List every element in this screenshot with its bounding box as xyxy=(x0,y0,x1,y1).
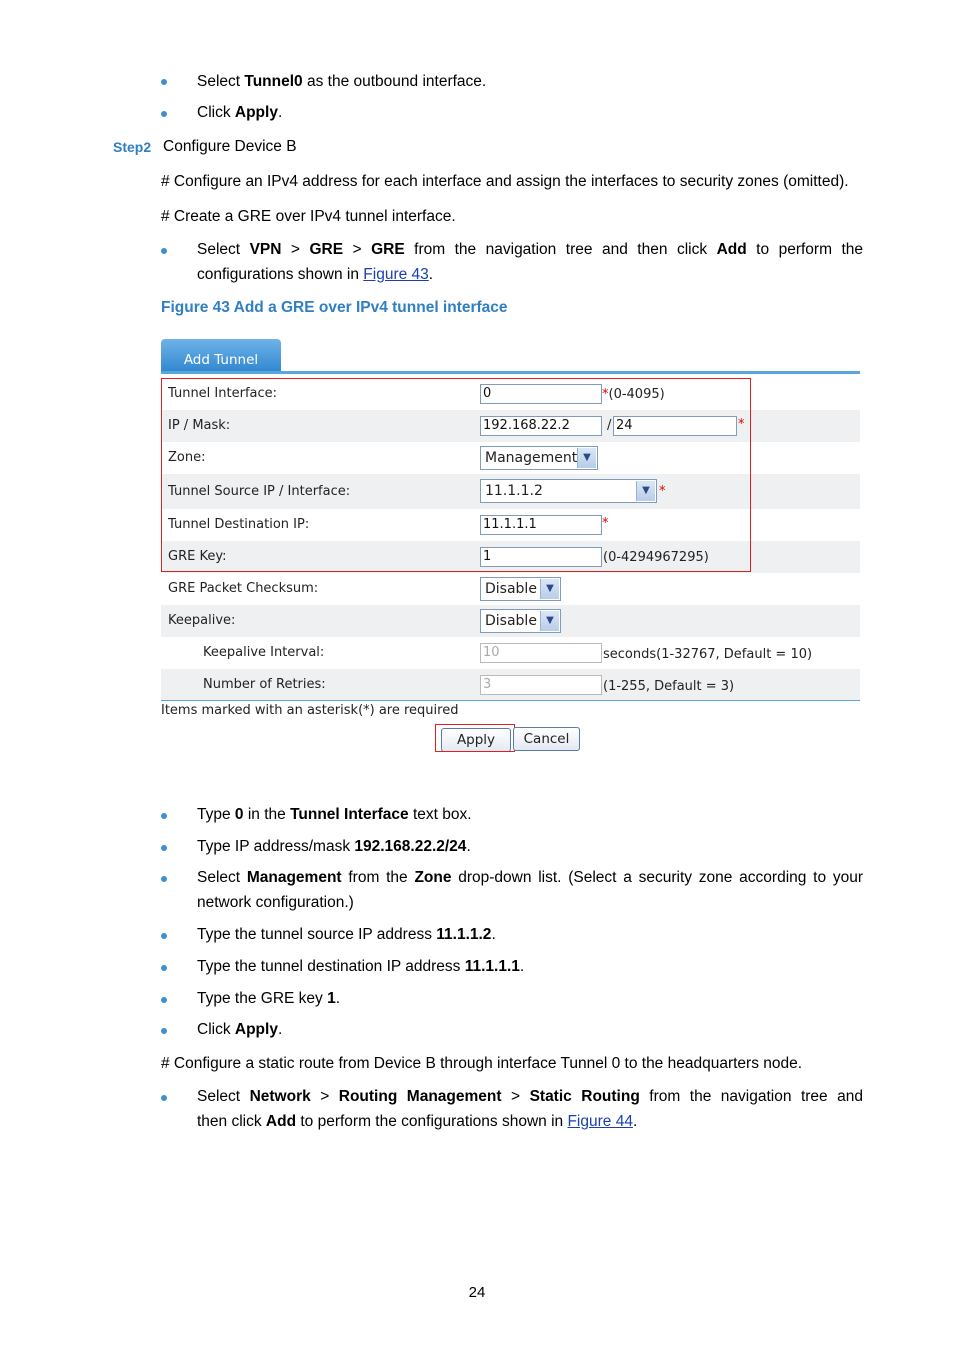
bullet-dot xyxy=(161,79,167,85)
text: Click xyxy=(197,1021,235,1038)
comment-create-gre: # Create a GRE over IPv4 tunnel interface. xyxy=(161,208,456,225)
retries-hint: (1-255, Default = 3) xyxy=(603,679,735,694)
text: > xyxy=(310,1088,339,1105)
text: > xyxy=(343,241,372,258)
bold-text: Routing Management xyxy=(338,1088,502,1105)
comment-configure-ipv4: # Configure an IPv4 address for each interface and assign the interfaces to security zones (omitted). xyxy=(161,173,849,190)
row-retries xyxy=(161,669,860,701)
text: Type the GRE key xyxy=(197,990,328,1007)
step-label: Step2 xyxy=(113,139,152,155)
text: > xyxy=(501,1088,530,1105)
apply-highlight-box xyxy=(435,724,515,752)
gre-key-input[interactable]: 1 xyxy=(480,547,602,567)
text: . xyxy=(466,838,471,855)
text: to perform the xyxy=(746,241,864,258)
step-type-destination xyxy=(197,954,863,979)
text: . xyxy=(335,990,341,1007)
bullet-nav-vpn-line2 xyxy=(197,262,863,287)
text: . xyxy=(277,1021,283,1038)
text: to perform the configurations shown in xyxy=(296,1113,568,1130)
bold-text: 11.1.1.1 xyxy=(464,958,520,975)
text: . xyxy=(632,1113,638,1130)
bullet-nav-network xyxy=(197,1084,863,1109)
gre-checksum-select[interactable] xyxy=(480,577,561,601)
bold-text: Management xyxy=(246,869,342,886)
keepalive-interval-hint: seconds(1-32767, Default = 10) xyxy=(603,647,813,662)
text: . xyxy=(277,104,283,121)
bold-text: Apply xyxy=(234,1021,278,1038)
bold-text: Add xyxy=(265,1113,297,1130)
text: from the xyxy=(341,869,415,886)
highlight-box xyxy=(161,378,751,572)
tunnel-interface-input[interactable]: 0 xyxy=(480,384,602,404)
tunnel-source-label: Tunnel Source IP / Interface: xyxy=(168,484,351,499)
required-star: * xyxy=(602,387,609,402)
step-click-apply xyxy=(197,1017,863,1042)
bullet-dot xyxy=(161,876,167,882)
text: drop-down list. (Select a security zone according to your xyxy=(451,869,863,886)
bold-text: Static Routing xyxy=(529,1088,640,1105)
bullet-dot xyxy=(161,1095,167,1101)
gre-key-label: GRE Key: xyxy=(168,549,227,564)
bold-text: Zone xyxy=(414,869,452,886)
page-number: 24 xyxy=(468,1284,486,1301)
text: Click xyxy=(197,104,235,121)
text: Type IP address/mask xyxy=(197,838,355,855)
text: > xyxy=(281,241,310,258)
text: from the navigation tree and xyxy=(639,1088,863,1105)
text: from the navigation tree and then click xyxy=(404,241,717,258)
required-star: * xyxy=(659,484,666,499)
text: Type the tunnel source IP address xyxy=(197,926,437,943)
text: . xyxy=(519,958,525,975)
hint-text: (0-4095) xyxy=(608,387,665,402)
bold-text: Add xyxy=(716,241,747,258)
bullet-nav-network-line2 xyxy=(197,1109,863,1134)
text: Type xyxy=(197,806,235,823)
text: . xyxy=(428,266,434,283)
row-gre-checksum xyxy=(161,573,860,605)
text: as the outbound interface. xyxy=(302,73,487,90)
bullet-select-tunnel0 xyxy=(197,69,863,94)
keepalive-interval-label: Keepalive Interval: xyxy=(203,645,325,660)
step-select-zone xyxy=(197,865,863,890)
bold-text: Tunnel Interface xyxy=(290,806,409,823)
step-type-key xyxy=(197,986,863,1011)
row-keepalive xyxy=(161,605,860,637)
tunnel-destination-label: Tunnel Destination IP: xyxy=(168,517,310,532)
tunnel-interface-label: Tunnel Interface: xyxy=(168,386,278,401)
form-bottom-line xyxy=(161,700,860,701)
gre-checksum-label: GRE Packet Checksum: xyxy=(168,581,319,596)
text: configurations shown in xyxy=(197,266,364,283)
zone-label: Zone: xyxy=(168,450,206,465)
chevron-down-icon[interactable]: ▼ xyxy=(540,579,559,599)
bold-text: Network xyxy=(249,1088,311,1105)
bullet-dot xyxy=(161,813,167,819)
step-type-0 xyxy=(197,802,863,827)
bullet-dot xyxy=(161,1028,167,1034)
keepalive-interval-input[interactable]: 10 xyxy=(480,643,602,663)
gre-key-hint: (0-4294967295) xyxy=(603,550,709,565)
ip-mask-label: IP / Mask: xyxy=(168,418,231,433)
retries-input[interactable]: 3 xyxy=(480,675,602,695)
bullet-click-apply xyxy=(197,100,863,125)
bold-text: Apply xyxy=(234,104,278,121)
bold-text: 0 xyxy=(234,806,244,823)
required-note: Items marked with an asterisk(*) are required xyxy=(161,703,459,718)
text: Select xyxy=(197,869,247,886)
tab-add-tunnel[interactable]: Add Tunnel xyxy=(161,339,281,373)
bold-text: 192.168.22.2/24 xyxy=(354,838,467,855)
mask-input[interactable]: 24 xyxy=(613,416,737,436)
keepalive-label: Keepalive: xyxy=(168,613,236,628)
ip-address-input[interactable]: 192.168.22.2 xyxy=(480,416,602,436)
text: Select xyxy=(197,241,250,258)
figure-caption: Figure 43 Add a GRE over IPv4 tunnel interface xyxy=(161,299,508,316)
bullet-dot xyxy=(161,997,167,1003)
bold-text: GRE xyxy=(309,241,344,258)
comment-static-route: # Configure a static route from Device B through interface Tunnel 0 to the headquarters node. xyxy=(161,1055,803,1072)
keepalive-select[interactable] xyxy=(480,609,561,633)
retries-label: Number of Retries: xyxy=(203,677,326,692)
required-star: * xyxy=(602,516,609,531)
cancel-button[interactable]: Cancel xyxy=(513,727,580,751)
chevron-down-icon[interactable]: ▼ xyxy=(636,481,655,501)
bullet-dot xyxy=(161,933,167,939)
zone-value: Management xyxy=(485,450,578,466)
row-keepalive-interval xyxy=(161,637,860,669)
figure-43-link[interactable]: Figure 43 xyxy=(363,266,429,283)
tab-underline xyxy=(161,371,860,374)
required-star: * xyxy=(738,417,745,432)
gre-checksum-value: Disable xyxy=(485,581,537,597)
bullet-dot xyxy=(161,248,167,254)
figure-44-link[interactable]: Figure 44 xyxy=(567,1113,633,1130)
step-select-zone-line2: network configuration.) xyxy=(197,894,354,911)
step-type-source xyxy=(197,922,863,947)
bold-text: VPN xyxy=(249,241,282,258)
text: . xyxy=(491,926,496,943)
chevron-down-icon[interactable]: ▼ xyxy=(577,448,596,468)
bold-text: 11.1.1.2 xyxy=(436,926,492,943)
apply-button[interactable]: Apply xyxy=(441,728,511,752)
text: Type the tunnel destination IP address xyxy=(197,958,465,975)
bullet-dot xyxy=(161,111,167,117)
keepalive-value: Disable xyxy=(485,613,537,629)
step-type-ip xyxy=(197,834,863,859)
chevron-down-icon[interactable]: ▼ xyxy=(540,611,559,631)
tunnel-source-value: 11.1.1.2 xyxy=(485,483,543,499)
text: in the xyxy=(243,806,291,823)
text: then click xyxy=(197,1113,266,1130)
text: Select xyxy=(197,73,245,90)
bold-text: 1 xyxy=(327,990,336,1007)
step-text: Configure Device B xyxy=(163,138,297,155)
tunnel-destination-input[interactable]: 11.1.1.1 xyxy=(480,515,602,535)
bullet-dot xyxy=(161,845,167,851)
slash-separator: / xyxy=(607,418,612,433)
bullet-dot xyxy=(161,965,167,971)
bold-text: Tunnel0 xyxy=(244,73,303,90)
bullet-nav-vpn xyxy=(197,237,863,262)
text: text box. xyxy=(408,806,472,823)
bold-text: GRE xyxy=(371,241,405,258)
text: Select xyxy=(197,1088,250,1105)
